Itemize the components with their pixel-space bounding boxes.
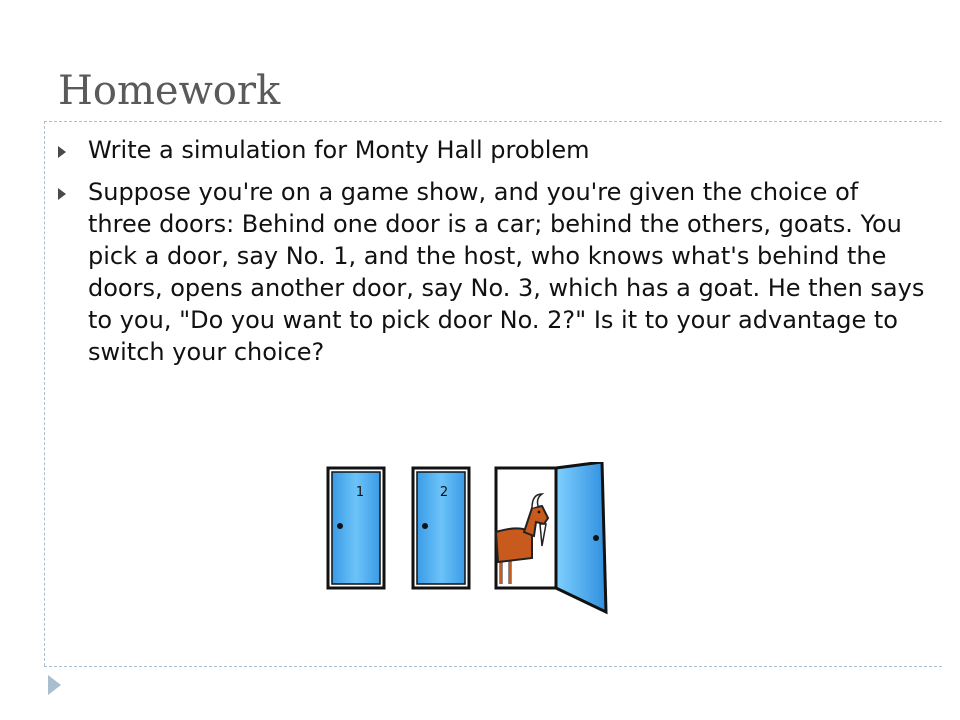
title-divider [44,121,942,122]
triangle-bullet-icon [58,146,66,158]
door-3-open [496,468,556,588]
corner-triangle-icon [48,675,61,695]
door-3-panel [556,462,606,612]
bullet-text: Suppose you're on a game show, and you're given the choice of three doors: Behind one door is a car; behind the others, goats. You pick a door, say No. 1, and the host, who knows what's behind the doors, opens another door, say No. 3, which has a goat. He then says to you, "Do you want to pick door No. 2?" Is it to your advantage to switch your choice? [88,178,925,366]
slide-title: Homework [58,68,281,114]
bullet-list [58,134,928,378]
bullet-item [58,176,928,368]
left-border [44,121,45,666]
bullet-item [58,134,928,166]
triangle-bullet-icon [58,188,66,200]
footer-divider [44,666,942,667]
door-2 [413,468,469,588]
bullet-text: Write a simulation for Monty Hall problem [88,136,590,164]
monty-hall-doors-illustration [320,462,615,622]
door-2-label: 2 [439,485,449,500]
door-1-label: 1 [355,485,365,500]
door-1 [328,468,384,588]
